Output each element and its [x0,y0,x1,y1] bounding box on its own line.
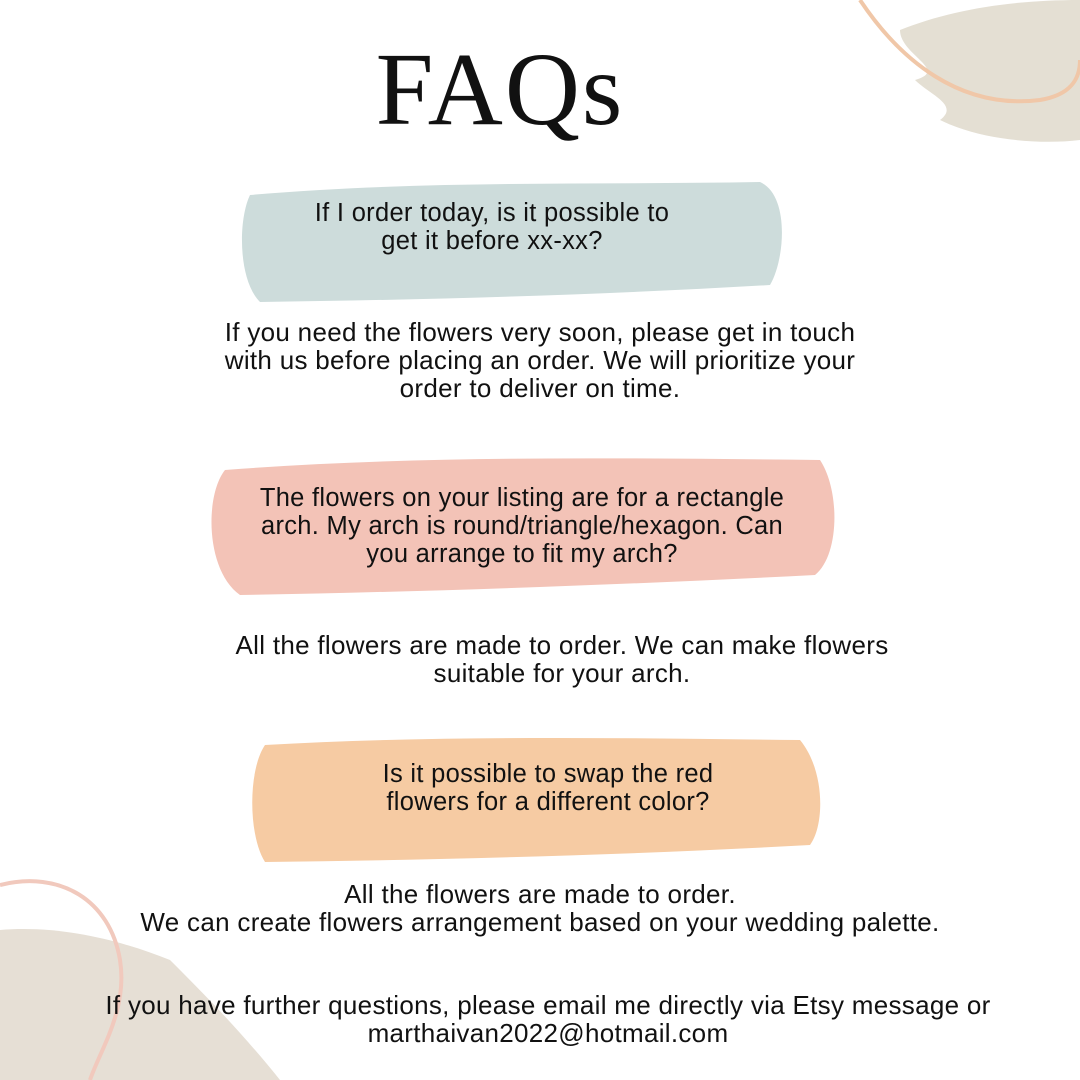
answer-line: All the flowers are made to order. [344,879,736,909]
answer-line: We can create flowers arrangement based on your wedding palette. [140,907,940,937]
faq-question-1 [0,199,1032,255]
answer-line: All the flowers are made to order. We can make flowers [235,630,889,660]
question-line: arch. My arch is round/triangle/hexagon. Can [260,512,784,540]
question-line: If I order today, is it possible to [314,199,670,227]
question-line: you arrange to fit my arch? [366,540,678,568]
faq-answer-1 [0,318,1080,402]
answer-line: If you need the flowers very soon, please get in touch [224,317,856,347]
faq-answer-2 [22,631,1080,687]
question-line: The flowers on your listing are for a rectangle [259,484,785,512]
question-line: Is it possible to swap the red [382,760,714,788]
answer-line: order to deliver on time. [399,373,681,403]
faq-question-3 [8,760,1080,816]
answer-line: suitable for your arch. [433,658,691,688]
question-line: get it before xx-xx? [381,227,603,255]
answer-line: with us before placing an order. We will prioritize your [224,345,856,375]
faq-answer-3 [0,880,1080,936]
question-line: flowers for a different color? [386,788,710,816]
footer-line: If you have further questions, please email me directly via Etsy message or [105,990,991,1020]
email-link[interactable]: marthaivan2022@hotmail.com [367,1018,729,1048]
page-title: FAQs [375,32,625,147]
faq-question-2 [0,484,1062,568]
footer-contact [8,991,1080,1047]
